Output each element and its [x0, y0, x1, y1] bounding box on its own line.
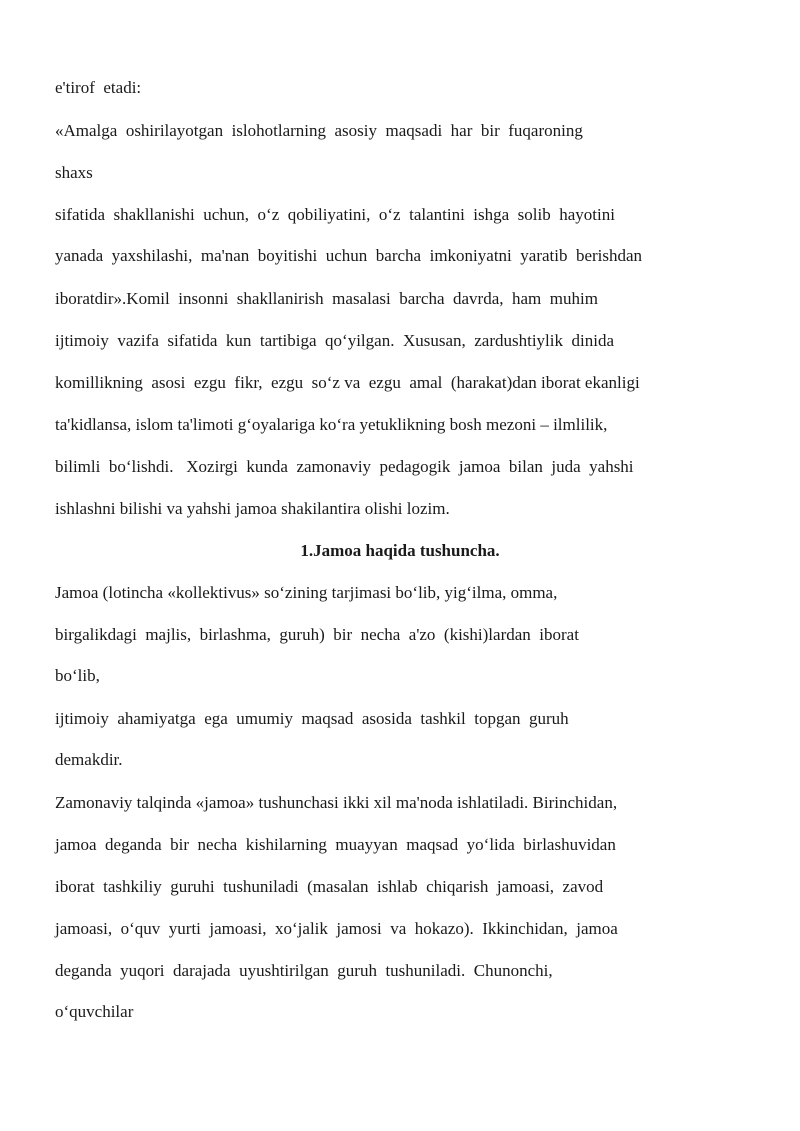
- text-line: demakdir.: [55, 750, 123, 769]
- text-line: shaxs: [55, 163, 93, 182]
- text-line: birgalikdagi majlis, birlashma, guruh) bir necha a'zo (kishi)lardan iborat: [55, 625, 579, 644]
- text-line: bilimli bo‘lishdi. Xozirgi kunda zamonaviy pedagogik jamoa bilan juda yahshi: [55, 457, 634, 476]
- text-line: ishlashni bilishi va yahshi jamoa shakilantira olishi lozim.: [55, 499, 450, 518]
- text-line: sifatida shakllanishi uchun, o‘z qobiliyatini, o‘z talantini ishga solib hayotini: [55, 205, 615, 224]
- text-line: ijtimoiy vazifa sifatida kun tartibiga qo‘yilgan. Xususan, zardushtiylik dinida: [55, 331, 614, 350]
- text-line: deganda yuqori darajada uyushtirilgan guruh tushuniladi. Chunonchi,: [55, 961, 553, 980]
- text-line: ijtimoiy ahamiyatga ega umumiy maqsad asosida tashkil topgan guruh: [55, 709, 569, 728]
- text-line: o‘quvchilar: [55, 1002, 134, 1021]
- text-line: jamoasi, o‘quv yurti jamoasi, xo‘jalik jamosi va hokazo). Ikkinchidan, jamoa: [55, 919, 618, 938]
- text-line: ta'kidlansa, islom ta'limoti g‘oyalariga ko‘ra yetuklikning bosh mezoni – ilmlilik,: [55, 415, 608, 434]
- text-line: komillikning asosi ezgu fikr, ezgu so‘z va ezgu amal (harakat)dan iborat ekanligi: [55, 373, 640, 392]
- text-line: iboratdir».Komil insonni shakllanirish masalasi barcha davrda, ham muhim: [55, 289, 598, 308]
- text-line: jamoa deganda bir necha kishilarning muayyan maqsad yo‘lida birlashuvidan: [55, 835, 616, 854]
- text-line: Zamonaviy talqinda «jamoa» tushunchasi ikki xil ma'noda ishlatiladi. Birinchidan,: [55, 793, 618, 812]
- text-line: bo‘lib,: [55, 666, 100, 685]
- text-line: iborat tashkiliy guruhi tushuniladi (masalan ishlab chiqarish jamoasi, zavod: [55, 877, 604, 896]
- text-line: yanada yaxshilashi, ma'nan boyitishi uchun barcha imkoniyatni yaratib berishdan: [55, 246, 643, 265]
- text-line: «Amalga oshirilayotgan islohotlarning asosiy maqsadi har bir fuqaroning: [55, 121, 583, 140]
- section-heading: 1.Jamoa haqida tushuncha.: [300, 541, 500, 560]
- text-line: e'tirof etadi:: [55, 78, 142, 97]
- text-line: Jamoa (lotincha «kollektivus» so‘zining tarjimasi bo‘lib, yig‘ilma, omma,: [55, 583, 558, 602]
